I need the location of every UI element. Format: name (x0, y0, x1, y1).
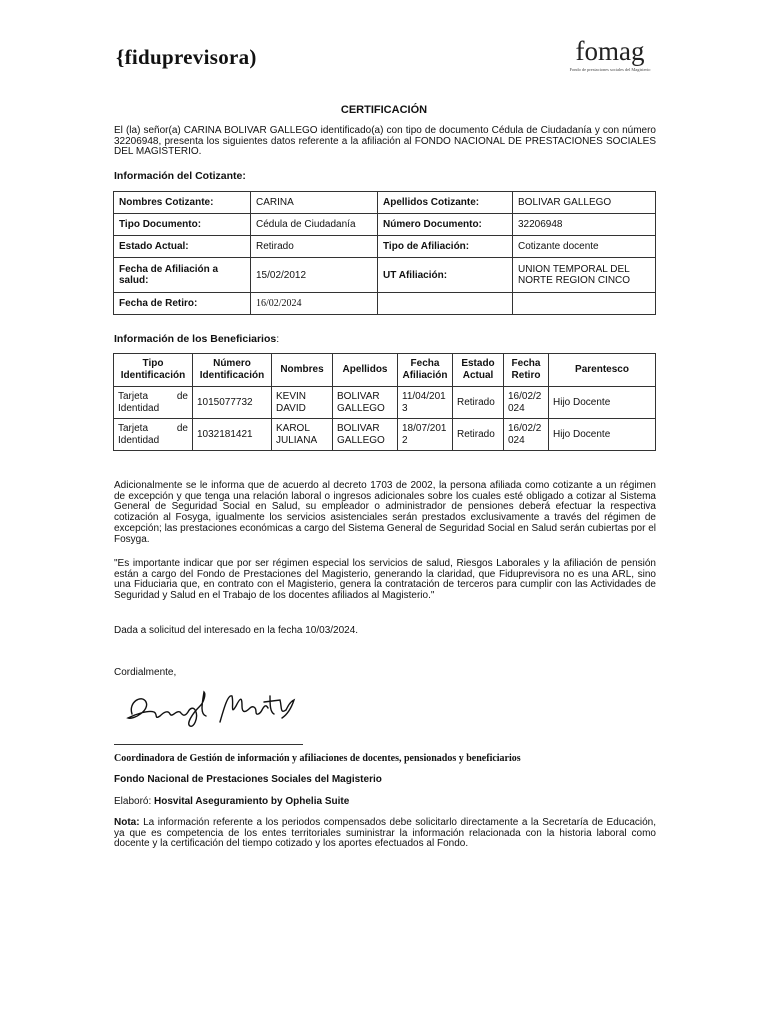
table-cell: 16/02/2024 (504, 387, 549, 419)
column-header: Apellidos (333, 354, 398, 387)
signatory-title: Coordinadora de Gestión de información y afiliaciones de docentes, pensionados y beneficiarios (114, 753, 521, 764)
decree-paragraph: Adicionalmente se le informa que de acuerdo al decreto 1703 de 2002, la persona afiliada como cotizante a un régimen de excepción y que tenga una relación laboral o ingresos adicionales sobre los cuales esté obligado a cotizar al Sistema General de Seguridad Social en Salud, su empleador o administrador de pensiones deberá efectuar la respectiva cotización al Fosyga, igualmente los servicios asistenciales serán prestados exclusivamente a través del régimen de excepción; las prestaciones económicas a cargo del Sistema General de Seguridad Social en Salud serán cubiertas por el Fosyga. (114, 480, 656, 545)
fomag-logo-text: fomag (575, 36, 645, 66)
table-cell: BOLIVAR GALLEGO (333, 387, 398, 419)
table-cell: 18/07/2012 (398, 419, 453, 451)
value-cell: Retirado (251, 236, 378, 258)
column-header: Nombres (272, 354, 333, 387)
table-cell: Tarjeta de Identidad (114, 387, 193, 419)
table-row (114, 293, 656, 315)
label-cell: Número Documento: (378, 214, 513, 236)
value-cell: 15/02/2012 (251, 258, 378, 293)
value-cell: CARINA (251, 192, 378, 214)
label-cell: Tipo de Afiliación: (378, 236, 513, 258)
value-cell: Cotizante docente (513, 236, 656, 258)
cotizante-table (113, 191, 656, 315)
table-cell: Hijo Docente (549, 419, 656, 451)
elaboro-line (114, 797, 656, 808)
label-cell: Estado Actual: (114, 236, 251, 258)
table-cell: Hijo Docente (549, 387, 656, 419)
beneficiarios-table (113, 353, 656, 451)
value-cell: BOLIVAR GALLEGO (513, 192, 656, 214)
table-cell: KAROL JULIANA (272, 419, 333, 451)
nota-label: Nota: (114, 817, 140, 828)
label-cell: Fecha de Afiliación a salud: (114, 258, 251, 293)
closing-text: Cordialmente, (114, 667, 177, 678)
table-cell: 1032181421 (193, 419, 272, 451)
table-cell: 1015077732 (193, 387, 272, 419)
elaboro-value: Hosvital Aseguramiento by Ophelia Suite (154, 796, 350, 807)
intro-paragraph: El (la) señor(a) CARINA BOLIVAR GALLEGO identificado(a) con tipo de documento Cédula de Ciudadanía y con número 32206948, presenta los siguientes datos referente a la afiliación al FONDO NACIONAL DE PRESTACIONES SOCIALES DEL MAGISTERIO. (114, 125, 656, 158)
request-date-paragraph: Dada a solicitud del interesado en la fecha 10/03/2024. (114, 625, 359, 636)
table-cell: KEVIN DAVID (272, 387, 333, 419)
label-cell: UT Afiliación: (378, 258, 513, 293)
column-header: Estado Actual (453, 354, 504, 387)
beneficiarios-heading-colon: : (276, 333, 280, 345)
column-header: Número Identificación (193, 354, 272, 387)
table-cell: 16/02/2024 (504, 419, 549, 451)
table-cell: Tarjeta de Identidad (114, 419, 193, 451)
column-header: Fecha Retiro (504, 354, 549, 387)
table-row (114, 236, 656, 258)
value-cell: 32206948 (513, 214, 656, 236)
table-cell: Retirado (453, 387, 504, 419)
column-header: Parentesco (549, 354, 656, 387)
value-cell: UNION TEMPORAL DEL NORTE REGION CINCO (513, 258, 656, 293)
table-row (114, 387, 656, 419)
value-cell (513, 293, 656, 315)
label-cell (378, 293, 513, 315)
cotizante-heading: Información del Cotizante: (114, 170, 246, 182)
fomag-logo-subtitle: Fondo de prestaciones sociales del Magisterio (569, 67, 651, 72)
table-row (114, 258, 656, 293)
elaboro-label: Elaboró: (114, 796, 152, 807)
table-header-row (114, 354, 656, 387)
label-cell: Apellidos Cotizante: (378, 192, 513, 214)
beneficiarios-heading (114, 333, 279, 345)
handwritten-signature (124, 684, 299, 734)
value-cell: Cédula de Ciudadanía (251, 214, 378, 236)
value-cell: 16/02/2024 (251, 293, 378, 315)
nota-paragraph (114, 818, 656, 850)
beneficiarios-heading-text: Información de los Beneficiarios (114, 333, 277, 345)
table-cell: Retirado (453, 419, 504, 451)
nota-text: La información referente a los periodos compensados debe solicitarlo directamente a la Secretaría de Educación, ya que es competencia de los entes territoriales suministrar la información relacionada con la historia laboral como docente y la certificación del tiempo cotizado y los aportes efectuados al Fondo. (114, 817, 657, 850)
fomag-logo (560, 37, 660, 72)
label-cell: Fecha de Retiro: (114, 293, 251, 315)
table-row (114, 419, 656, 451)
table-cell: BOLIVAR GALLEGO (333, 419, 398, 451)
table-row (114, 214, 656, 236)
special-regime-paragraph: "Es importante indicar que por ser régimen especial los servicios de salud, Riesgos Laborales y la afiliación de pensión están a cargo del Fondo de Prestaciones del Magisterio, generando la claridad, que Fiduprevisora no es una ARL, sino una Fiduciaria que, en contrato con el Magisterio, genera la contratación de terceros para cumplir con las Actividades de Seguridad y Salud en el Trabajo de los docentes afiliados al Magisterio." (114, 558, 656, 602)
label-cell: Nombres Cotizante: (114, 192, 251, 214)
signature-line (114, 744, 303, 745)
label-cell: Tipo Documento: (114, 214, 251, 236)
fiduprevisora-logo: {fiduprevisora) (116, 45, 257, 69)
column-header: Tipo Identificación (114, 354, 193, 387)
table-row (114, 192, 656, 214)
organization-name: Fondo Nacional de Prestaciones Sociales del Magisterio (114, 774, 382, 785)
column-header: Fecha Afiliación (398, 354, 453, 387)
document-title: CERTIFICACIÓN (340, 104, 428, 116)
table-cell: 11/04/2013 (398, 387, 453, 419)
